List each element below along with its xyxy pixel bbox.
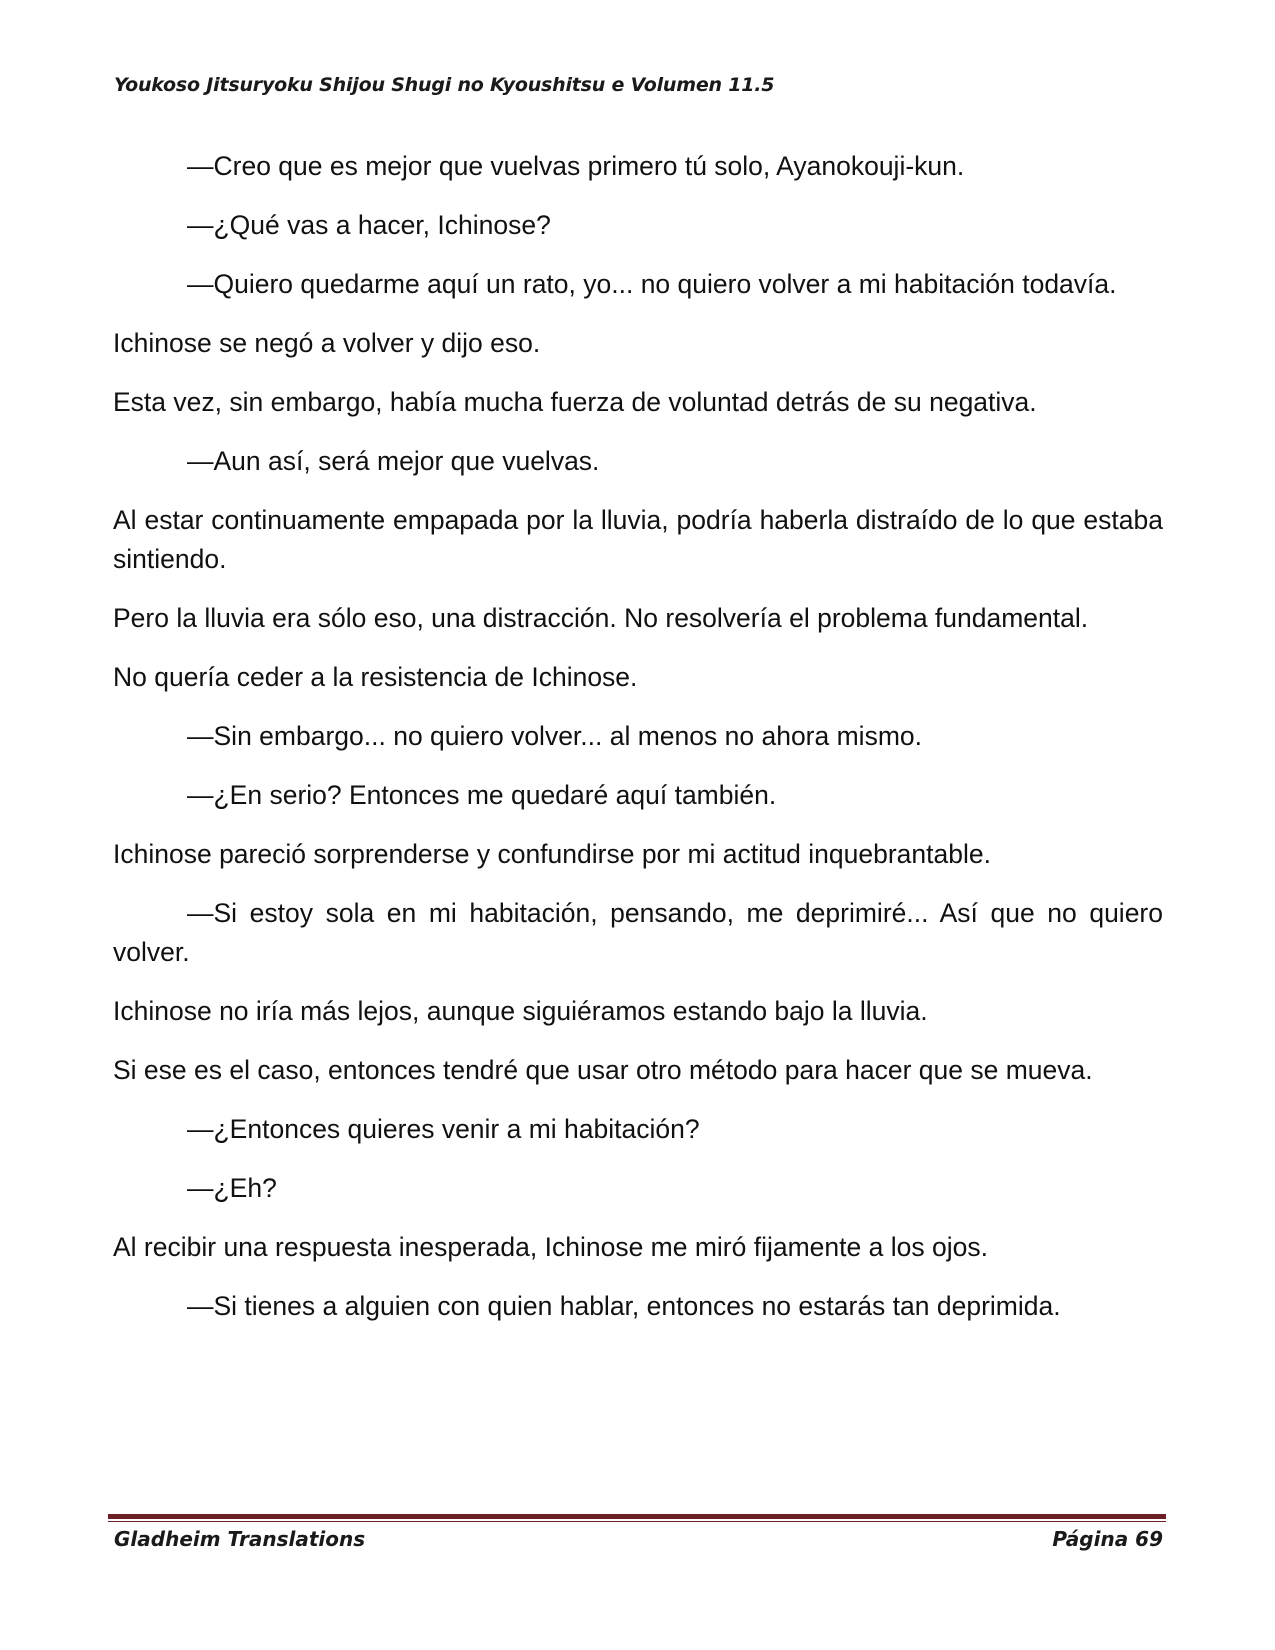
paragraph-dialog: —Si estoy sola en mi habitación, pensando, me deprimiré... Así que no quiero volver. <box>113 898 1163 967</box>
paragraph-dialog: —Quiero quedarme aquí un rato, yo... no quiero volver a mi habitación todavía. <box>187 269 1117 299</box>
paragraph-dialog: —¿Eh? <box>187 1173 277 1203</box>
footer-divider <box>108 1514 1166 1522</box>
page-number: Página 69 <box>1052 1527 1163 1551</box>
paragraph-narration: Ichinose se negó a volver y dijo eso. <box>113 328 541 358</box>
paragraph-dialog: —¿En serio? Entonces me quedaré aquí también. <box>187 780 777 810</box>
page-body <box>113 147 1163 1346</box>
paragraph-dialog: —¿Entonces quieres venir a mi habitación? <box>187 1114 700 1144</box>
paragraph-narration: Al recibir una respuesta inesperada, Ichinose me miró fijamente a los ojos. <box>113 1232 988 1262</box>
paragraph-narration: Si ese es el caso, entonces tendré que usar otro método para hacer que se mueva. <box>113 1055 1093 1085</box>
paragraph-narration: Ichinose pareció sorprenderse y confundirse por mi actitud inquebrantable. <box>113 839 991 869</box>
paragraph-dialog: —Creo que es mejor que vuelvas primero tú solo, Ayanokouji-kun. <box>187 151 965 181</box>
paragraph-dialog: —¿Qué vas a hacer, Ichinose? <box>187 210 551 240</box>
paragraph-dialog: —Si tienes a alguien con quien hablar, entonces no estarás tan deprimida. <box>187 1291 1061 1321</box>
footer-divider-thin <box>108 1521 1166 1522</box>
paragraph-dialog: —Aun así, será mejor que vuelvas. <box>187 446 600 476</box>
footer-translator: Gladheim Translations <box>114 1527 366 1551</box>
paragraph-narration: Esta vez, sin embargo, había mucha fuerza de voluntad detrás de su negativa. <box>113 387 1037 417</box>
paragraph-narration: Ichinose no iría más lejos, aunque siguiéramos estando bajo la lluvia. <box>113 996 928 1026</box>
paragraph-narration: No quería ceder a la resistencia de Ichinose. <box>113 662 638 692</box>
paragraph-narration: Al estar continuamente empapada por la lluvia, podría haberla distraído de lo que estaba sintiendo. <box>113 505 1163 574</box>
paragraph-dialog: —Sin embargo... no quiero volver... al menos no ahora mismo. <box>187 721 922 751</box>
paragraph-narration: Pero la lluvia era sólo eso, una distracción. No resolvería el problema fundamental. <box>113 603 1089 633</box>
running-header: Youkoso Jitsuryoku Shijou Shugi no Kyoushitsu e Volumen 11.5 <box>114 74 775 96</box>
